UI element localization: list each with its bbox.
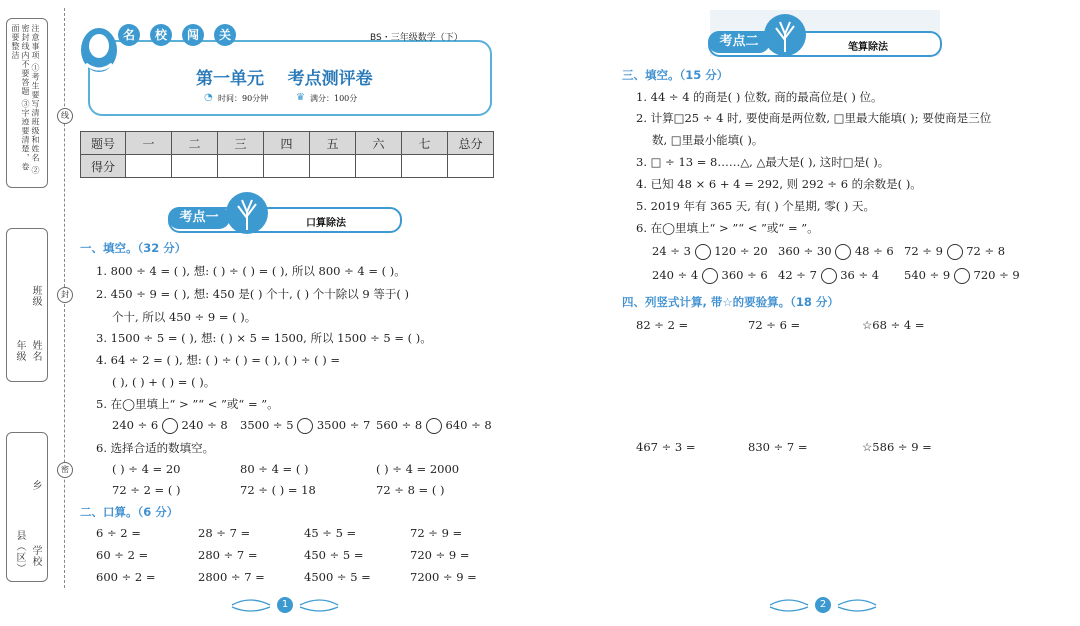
compare-left: 240 ÷ 4 [652,268,699,282]
question-1-2: 2. 450 ÷ 9 = ( ), 想: 450 是( ) 个十, ( ) 个十除以 9 等于( ) [96,287,409,301]
score-table-score-row [81,155,494,178]
question-3-6: 6. 在◯里填上“ > ”“ < ”或“ = ”。 [636,221,819,235]
score-cell[interactable] [126,155,172,178]
sidebar-notes: 注意事项 ①考生要写清班级和姓名 ②密封线内不要答题 ③字迹要清楚，卷面要整洁 [11,24,40,176]
oral-item: 2800 ÷ 7 = [198,570,265,584]
score-header-cell: 四 [264,132,310,155]
section-3-heading: 三、填空。（15 分） [622,68,729,82]
question-1-3: 3. 1500 ÷ 5 = ( ), 想: ( ) × 5 = 1500, 所以 1500 ÷ 5 = ( )。 [96,331,432,345]
calc-item: ☆68 ÷ 4 = [862,318,925,332]
compare-right: 48 ÷ 6 [854,244,894,258]
fill-item: 72 ÷ 2 = ( ) [112,483,181,497]
compare-left: 360 ÷ 30 [778,244,832,258]
brand-char-1: 名 [118,24,140,46]
compare-left: 42 ÷ 7 [778,268,817,282]
question-3-2-cont: 数, □里最小能填( )。 [652,133,764,147]
compare-item [240,418,370,434]
score-cell[interactable] [448,155,494,178]
fill-item: 72 ÷ ( ) = 18 [240,483,316,497]
score-cell[interactable] [172,155,218,178]
seal-mark-mi: 密 [57,462,73,478]
score-table [80,131,494,178]
question-1-5: 5. 在◯里填上“ > ”“ < ”或“ = ”。 [96,397,279,411]
seal-mark-xian: 线 [57,108,73,124]
compare-circle[interactable] [695,244,711,260]
oral-item: 60 ÷ 2 = [96,548,149,562]
compare-circle[interactable] [835,244,851,260]
fill-item: ( ) ÷ 4 = 2000 [376,462,460,476]
compare-left: 240 ÷ 6 [112,418,159,432]
oral-item: 28 ÷ 7 = [198,526,251,540]
section-1-heading: 一、填空。（32 分） [80,241,187,255]
calc-item: 82 ÷ 2 = [636,318,689,332]
name-label: 姓名 [30,340,41,362]
oral-item: 6 ÷ 2 = [96,526,141,540]
clock-icon: ◔ [204,92,213,103]
brand-char-4: 关 [214,24,236,46]
compare-item [652,244,768,260]
compare-right: 3500 ÷ 7 [316,418,371,432]
brand-char-2: 校 [150,24,172,46]
compare-item [112,418,228,434]
town-label: 乡 [30,480,41,491]
compare-circle[interactable] [297,418,313,434]
logo-icon [76,16,122,76]
score-header-cell: 五 [310,132,356,155]
tree-icon [762,12,808,58]
calc-item: ☆586 ÷ 9 = [862,440,932,454]
compare-left: 72 ÷ 9 [904,244,943,258]
question-3-4: 4. 已知 48 × 6 + 4 = 292, 则 292 ÷ 6 的余数是( )。 [636,177,922,191]
compare-item [376,418,492,434]
compare-item [778,244,894,260]
compare-right: 720 ÷ 9 [973,268,1020,282]
score-cell[interactable] [310,155,356,178]
compare-item [904,268,1020,284]
score-header-cell: 总分 [448,132,494,155]
compare-circle[interactable] [821,268,837,284]
score-header-cell: 三 [218,132,264,155]
compare-item [904,244,1005,260]
oral-item: 7200 ÷ 9 = [410,570,477,584]
oral-item: 4500 ÷ 5 = [304,570,371,584]
page-number-1: 1 [277,597,293,613]
calc-item: 830 ÷ 7 = [748,440,808,454]
trophy-icon: ♛ [296,92,305,103]
question-1-6: 6. 选择合适的数填空。 [96,441,215,455]
seal-mark-feng: 封 [57,287,73,303]
compare-circle[interactable] [954,268,970,284]
compare-right: 240 ÷ 8 [181,418,228,432]
page-number-2: 2 [815,597,831,613]
calc-item: 467 ÷ 3 = [636,440,696,454]
score-header-cell: 二 [172,132,218,155]
score-header-cell: 七 [402,132,448,155]
oral-item: 72 ÷ 9 = [410,526,463,540]
compare-item [652,268,768,284]
oral-item: 45 ÷ 5 = [304,526,357,540]
kaodian1-title: 口算除法 [306,218,346,229]
compare-left: 3500 ÷ 5 [240,418,294,432]
kaodian2-tag: 考点二 [708,31,770,53]
section-2-heading: 二、口算。（6 分） [80,505,179,519]
compare-circle[interactable] [702,268,718,284]
fill-item: 72 ÷ 8 = ( ) [376,483,445,497]
score-label: 满分：100分 [310,94,358,103]
question-1-1: 1. 800 ÷ 4 = ( ), 想: ( ) ÷ ( ) = ( ), 所以 800 ÷ 4 = ( )。 [96,264,406,278]
school-label: 学校 [30,545,41,567]
grade-label: 年级 [14,340,25,362]
question-1-4-cont: ( ), ( ) + ( ) = ( )。 [112,375,216,389]
question-3-1: 1. 44 ÷ 4 的商是( ) 位数, 商的最高位是( ) 位。 [636,90,883,104]
kaodian1-tag: 考点一 [168,207,230,229]
brand-char-3: 闯 [182,24,204,46]
score-cell[interactable] [402,155,448,178]
compare-right: 120 ÷ 20 [714,244,768,258]
compare-circle[interactable] [162,418,178,434]
county-label: 县（区） [14,530,25,574]
score-cell[interactable] [356,155,402,178]
time-label: 时间：90分钟 [218,94,269,103]
compare-left: 540 ÷ 9 [904,268,951,282]
compare-circle[interactable] [947,244,963,260]
tree-icon [224,190,270,236]
question-3-2: 2. 计算□25 ÷ 4 时, 要使商是两位数, □里最大能填( ); 要使商是三位 [636,111,992,125]
question-3-5: 5. 2019 年有 365 天, 有( ) 个星期, 零( ) 天。 [636,199,875,213]
compare-right: 640 ÷ 8 [445,418,492,432]
class-label: 班级 [30,285,41,307]
compare-left: 560 ÷ 8 [376,418,423,432]
compare-right: 36 ÷ 4 [840,268,880,282]
oral-item: 720 ÷ 9 = [410,548,470,562]
fill-item: ( ) ÷ 4 = 20 [112,462,181,476]
kaodian2-title: 笔算除法 [848,42,888,53]
subject-label: BS・三年级数学（下） [370,33,463,43]
score-table-header-row [81,132,494,155]
page-title: 第一单元 考点测评卷 [196,69,373,89]
score-cell[interactable] [218,155,264,178]
score-header-cell: 题号 [81,132,126,155]
compare-right: 72 ÷ 8 [966,244,1006,258]
oral-item: 600 ÷ 2 = [96,570,156,584]
score-row-label: 得分 [81,155,126,178]
score-cell[interactable] [264,155,310,178]
question-1-2-cont: 个十, 所以 450 ÷ 9 = ( )。 [112,310,257,324]
section-4-heading: 四、列竖式计算, 带☆的要验算。（18 分） [622,295,839,309]
oral-item: 450 ÷ 5 = [304,548,364,562]
question-1-4: 4. 64 ÷ 2 = ( ), 想: ( ) ÷ ( ) = ( ), ( ) ÷ ( ) = [96,353,341,367]
score-header-cell: 一 [126,132,172,155]
compare-circle[interactable] [426,418,442,434]
score-header-cell: 六 [356,132,402,155]
calc-item: 72 ÷ 6 = [748,318,801,332]
oral-item: 280 ÷ 7 = [198,548,258,562]
compare-right: 360 ÷ 6 [721,268,768,282]
compare-left: 24 ÷ 3 [652,244,691,258]
question-3-3: 3. □ ÷ 13 = 8……△, △最大是( ), 这时□是( )。 [636,155,890,169]
compare-item [778,268,879,284]
fill-item: 80 ÷ 4 = ( ) [240,462,309,476]
